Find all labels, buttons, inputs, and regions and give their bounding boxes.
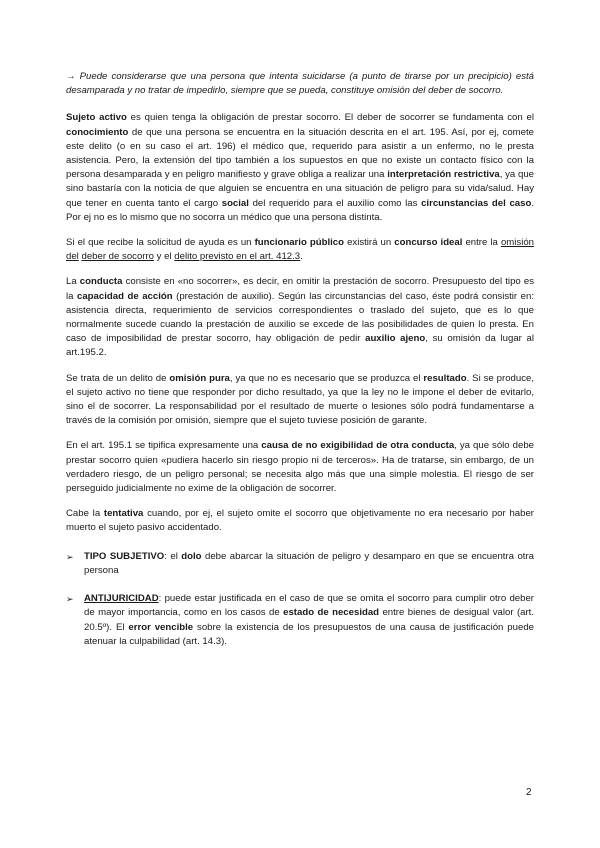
term-circunstancias: circunstancias del caso [421,197,532,209]
text-run: , ya que sólo debe prestar socorro quien «pudiera hacerlo sin riesgo propio ni de terceros». Ha de tratarse, sin embargo, de un verdadero riesgo, de un peligro personal; se necesita algo más que una simple molestia. El riesgo de ser perseguido judicialmente no exime de la obligación de socorrer. [66,440,534,495]
text-run: cuando, por ej, el sujeto omite el socorro que objetivamente no era necesario por haber muerto el sujeto pasivo accidentado. [66,508,534,534]
heading-tipo-subjetivo: TIPO SUBJETIVO [84,550,165,562]
arrow-right-icon: → [66,71,76,82]
text-run: : puede estar justificada en el caso de que se omita el socorro para cumplir otro deber de mayor importancia, como en los casos de [84,593,534,619]
arrowhead-bullet-icon: ➢ [66,551,74,562]
text-run: En el art. 195.1 se tipifica expresamente una [66,440,262,452]
text-run: sobre la existencia de los presupuestos de una causa de justificación puede atenuar la culpabilidad (art. 14.3). [84,621,534,647]
underlined-deber-socorro: deber de socorro [81,251,155,263]
term-interpretacion-restrictiva: interpretación restrictiva [387,169,500,181]
text-run: y el [154,251,175,263]
underlined-delito-previsto: delito previsto en el art. 412.3 [174,251,301,263]
term-social: social [221,197,249,209]
term-resultado: resultado [423,372,467,384]
underlined-omision: omisión del [66,237,535,263]
text-run: . Si se produce, el sujeto activo no tiene que responder por dicho resultado, ya que la ley no le impone el deber de evitarlo, sino el de socorrer. La responsabilidad por el resultado de muerte o lesiones sólo podrá fundamentarse a través de la comisión por omisión, siempre que el sujeto tuviese posición de garante. [66,372,535,427]
paragraph-omision-pura [66,372,534,429]
text-run: debe abarcar la situación de peligro y desamparo en que se encuentra otra persona [84,550,534,576]
paragraph-tentativa [66,507,534,535]
text-run: . [300,251,303,263]
text-run: , ya que sino bastaría con la noticia de que alguien se encuentra en una situación de peligro para su vida/salud. Hay que tener en cuenta tanto el cargo [66,169,534,209]
text-run: , su omisión da lugar al art.195.2. [66,333,534,359]
page-number: 2 [526,787,532,798]
intro-text: Puede considerarse que una persona que intenta suicidarse (a punto de tirarse por un precipicio) está desamparada y no tratar de impedirlo, siempre que se pueda, constituye omisión del deber de socorro. [66,71,535,97]
text-run: entre bienes de desigual valor (art. 20.5º). El [84,607,535,633]
term-causa-no-exigibilidad: causa de no exigibilidad de otra conducta [261,440,455,452]
term-conducta: conducta [79,276,123,288]
text-run: existirá un [344,237,395,249]
heading-antijuricidad: ANTIJURICIDAD [84,593,159,605]
term-dolo: dolo [181,550,202,562]
paragraph-conducta [66,275,534,360]
text-run: Cabe la [66,508,104,520]
bullet-tipo-subjetivo [66,550,534,578]
text-run: de que una persona se encuentra en la situación descrita en el art. 195. Así, por ej, comete este delito (o en su caso el art. 196) el médico que, requerido para asistir a un enfermo, no le presta asistencia. Pero, la extensión del tipo también a los supuestos en que no existe un contacto físico con la persona desamparada y en peligro manifiesto y grave obliga a realizar una [66,126,534,181]
text-run: Se trata de un delito de [66,372,170,384]
term-sujeto-activo: Sujeto activo [66,112,127,124]
term-tentativa: tentativa [103,508,144,520]
term-funcionario-publico: funcionario público [254,237,344,249]
text-run: Si el que recibe la solicitud de ayuda es un [66,237,255,249]
term-omision-pura: omisión pura [169,372,230,384]
text-run: (prestación de auxilio). Según las circunstancias del caso, éste podrá consistir en: asistencia directa, requerimiento de servicios correspondientes o traslado del sujeto, que es lo que normalmente sucede cuando la prestación de auxilio se excede de las posibilidades de quien lo presta. En caso de imposibilidad de prestar socorro, hay obligación de pedir [66,290,534,345]
text-run: . Por ej no es lo mismo que no socorra un médico que una persona distinta. [66,197,534,223]
text-run: , ya que no es necesario que se produzca el [229,372,424,384]
text-run: La [66,276,80,288]
bullet-antijuricidad [66,592,534,649]
text-run: consiste en «no socorrer», es decir, en omitir la prestación de socorro. Presupuesto del tipo es la [66,276,534,302]
arrowhead-bullet-icon: ➢ [66,594,74,605]
paragraph-funcionario [66,236,534,264]
term-error-vencible: error vencible [128,621,194,633]
intro-paragraph [66,70,534,98]
term-estado-necesidad: estado de necesidad [283,607,380,619]
document-page [66,70,534,660]
text-run: : el [164,550,182,562]
text-run: es quien tenga la obligación de prestar socorro. El deber de socorrer se fundamenta con el [126,112,534,124]
term-capacidad-accion: capacidad de acción [77,290,173,302]
text-run: entre la [462,237,501,249]
paragraph-no-exigibilidad [66,439,534,496]
term-concurso-ideal: concurso ideal [394,237,463,249]
term-conocimiento: conocimiento [66,126,129,138]
paragraph-sujeto-activo [66,111,534,225]
text-run: del requerido para el auxilio como las [248,197,422,209]
term-auxilio-ajeno: auxilio ajeno [365,333,426,345]
